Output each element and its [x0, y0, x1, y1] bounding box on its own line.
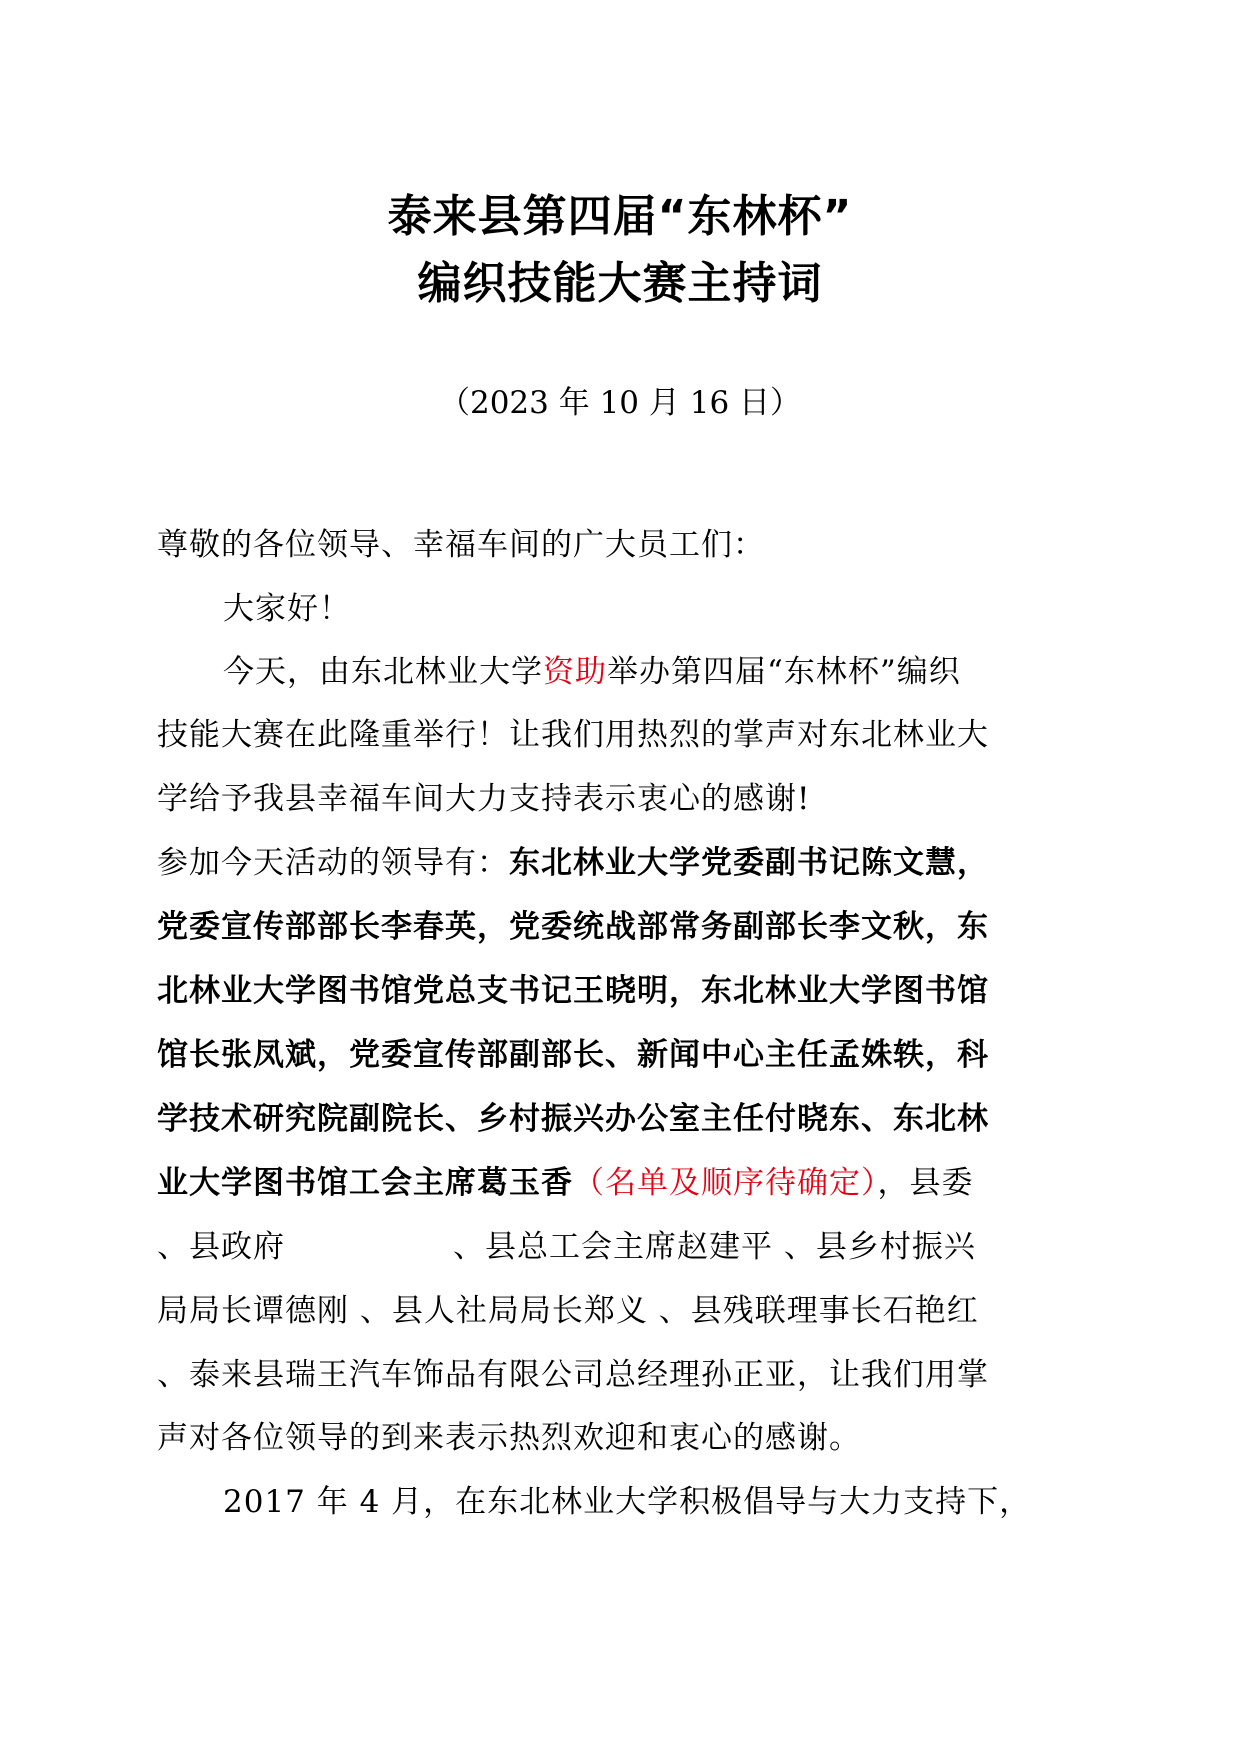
salutation: 尊敬的各位领导、幸福车间的广大员工们：	[157, 527, 765, 563]
paragraph-1-line-1	[223, 654, 961, 690]
paragraph-2-line-7	[157, 1229, 976, 1265]
paragraph-2-intro: 参加今天活动的领导有：	[157, 845, 509, 881]
document-date: （2023 年 10 月 16 日）	[438, 385, 802, 421]
paragraph-2-line-9: 、泰来县瑞王汽车饰品有限公司总经理孙正亚，让我们用掌	[157, 1357, 989, 1393]
paragraph-2-line-3: 北林业大学图书馆党总支书记王晓明，东北林业大学图书馆	[157, 973, 989, 1009]
paragraph-2-line-6	[157, 1165, 974, 1201]
highlighted-text-pending-note: （名单及顺序待确定）	[573, 1165, 878, 1201]
paragraph-2-line-1	[157, 845, 989, 881]
paragraph-2-line-5: 学技术研究院副院长、乡村振兴办公室主任付晓东、东北林	[157, 1101, 989, 1137]
paragraph-2-county-gov: 、县政府	[157, 1229, 285, 1265]
paragraph-1-line-1-text-b: 举办第四届“东林杯”编织	[607, 654, 961, 690]
paragraph-2-leaders-start: 东北林业大学党委副书记陈文慧，	[509, 845, 989, 881]
paragraph-2-line-8: 局局长谭德刚 、县人社局局长郑义 、县残联理事长石艳红	[157, 1293, 979, 1329]
greeting: 大家好！	[223, 591, 351, 627]
paragraph-1-line-1-text-a: 今天，由东北林业大学	[223, 654, 543, 690]
document-title-line-2: 编织技能大赛主持词	[417, 258, 823, 309]
paragraph-2-line-10: 声对各位领导的到来表示热烈欢迎和衷心的感谢。	[157, 1420, 861, 1456]
paragraph-1-line-3: 学给予我县幸福车间大力支持表示衷心的感谢!	[157, 781, 811, 817]
paragraph-3-line-1: 2017 年 4 月，在东北林业大学积极倡导与大力支持下，	[223, 1484, 1032, 1520]
paragraph-2-line-6-tail: ，县委	[877, 1165, 974, 1201]
paragraph-2-leaders-end: 业大学图书馆工会主席葛玉香	[157, 1165, 573, 1201]
document-title-line-1: 泰来县第四届“东林杯”	[387, 191, 853, 242]
highlighted-text-funding: 资助	[543, 654, 607, 690]
paragraph-2-line-2: 党委宣传部部长李春英，党委统战部常务副部长李文秋，东	[157, 909, 989, 945]
paragraph-1-line-2: 技能大赛在此隆重举行！让我们用热烈的掌声对东北林业大	[157, 717, 989, 753]
paragraph-2-county-officials: 、县总工会主席赵建平 、县乡村振兴	[453, 1229, 976, 1265]
paragraph-2-line-4: 馆长张凤斌，党委宣传部副部长、新闻中心主任孟姝轶，科	[157, 1037, 989, 1073]
